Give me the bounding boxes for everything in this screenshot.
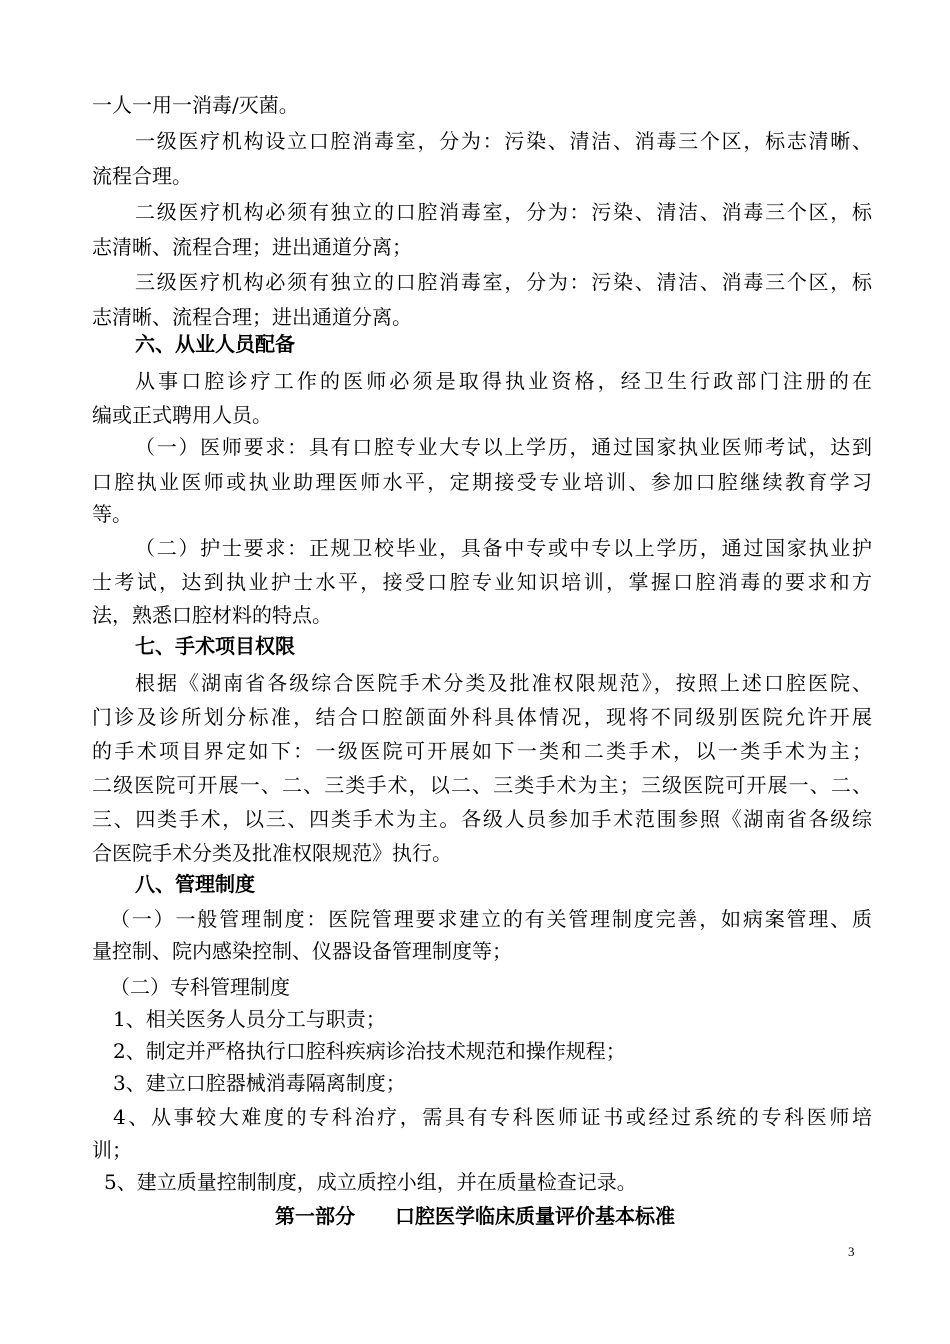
body-line: 流程合理。 xyxy=(92,164,192,188)
body-line: 的手术项目界定如下：一级医院可开展如下一类和二类手术，以一类手术为主； xyxy=(92,739,872,763)
list-item: 3、建立口腔器械消毒隔离制度； xyxy=(113,1071,406,1095)
body-line: 志清晰、流程合理；进出通道分离； xyxy=(92,235,412,259)
body-line: （一）一般管理制度：医院管理要求建立的有关管理制度完善，如病案管理、质 xyxy=(110,907,872,931)
body-line: 根据《湖南省各级综合医院手术分类及批准权限规范》，按照上述口腔医院、 xyxy=(135,671,872,695)
body-line: 编或正式聘用人员。 xyxy=(92,403,272,427)
body-line: （一）医师要求：具有口腔专业大专以上学历，通过国家执业医师考试，达到 xyxy=(135,435,872,459)
body-line: 合医院手术分类及批准权限规范》执行。 xyxy=(92,841,452,865)
section-heading: 七、手术项目权限 xyxy=(135,634,295,658)
list-item: 1、相关医务人员分工与职责； xyxy=(113,1007,386,1031)
body-line: 三、四类手术，以三、四类手术为主。各级人员参加手术范围参照《湖南省各级综 xyxy=(92,807,872,831)
section-heading: 六、从业人员配备 xyxy=(135,332,295,356)
body-line: 法，熟悉口腔材料的特点。 xyxy=(92,603,332,627)
body-line: 三级医疗机构必须有独立的口腔消毒室，分为：污染、清洁、消毒三个区，标 xyxy=(135,270,872,294)
body-line: 门诊及诊所划分标准，结合口腔颌面外科具体情况，现将不同级别医院允许开展 xyxy=(92,705,872,729)
body-line: 口腔执业医师或执业助理医师水平，定期接受专业培训、参加口腔继续教育学习 xyxy=(92,470,872,494)
list-item: 5、建立质量控制制度，成立质控小组，并在质量检查记录。 xyxy=(104,1170,637,1194)
section-heading: 八、管理制度 xyxy=(135,872,255,896)
body-line: （二）专科管理制度 xyxy=(110,975,290,999)
body-line: 从事口腔诊疗工作的医师必须是取得执业资格，经卫生行政部门注册的在 xyxy=(135,369,872,393)
body-line: 二级医院可开展一、二、三类手术，以二、三类手术为主；三级医院可开展一、二、 xyxy=(92,773,872,797)
list-item: 4、从事较大难度的专科治疗，需具有专科医师证书或经过系统的专科医师培 xyxy=(113,1105,872,1129)
body-line: 一级医疗机构设立口腔消毒室，分为：污染、清洁、消毒三个区，标志清晰、 xyxy=(135,129,872,153)
body-line: 一人一用一消毒/灭菌。 xyxy=(92,93,299,117)
body-line: 等。 xyxy=(92,502,132,526)
body-line: 志清晰、流程合理；进出通道分离。 xyxy=(92,305,412,329)
body-line: 量控制、院内感染控制、仪器设备管理制度等； xyxy=(92,939,512,963)
body-line: 士考试，达到执业护士水平，接受口腔专业知识培训，掌握口腔消毒的要求和方 xyxy=(92,570,872,594)
page-number: 3 xyxy=(848,1244,855,1259)
list-item: 训； xyxy=(92,1138,132,1162)
list-item: 2、制定并严格执行口腔科疾病诊治技术规范和操作规程； xyxy=(113,1039,626,1063)
part-title: 第一部分 口腔医学临床质量评价基本标准 xyxy=(275,1204,675,1228)
body-line: （二）护士要求：正规卫校毕业，具备中专或中专以上学历，通过国家执业护 xyxy=(135,536,872,560)
body-line: 二级医疗机构必须有独立的口腔消毒室，分为：污染、清洁、消毒三个区，标 xyxy=(135,200,872,224)
